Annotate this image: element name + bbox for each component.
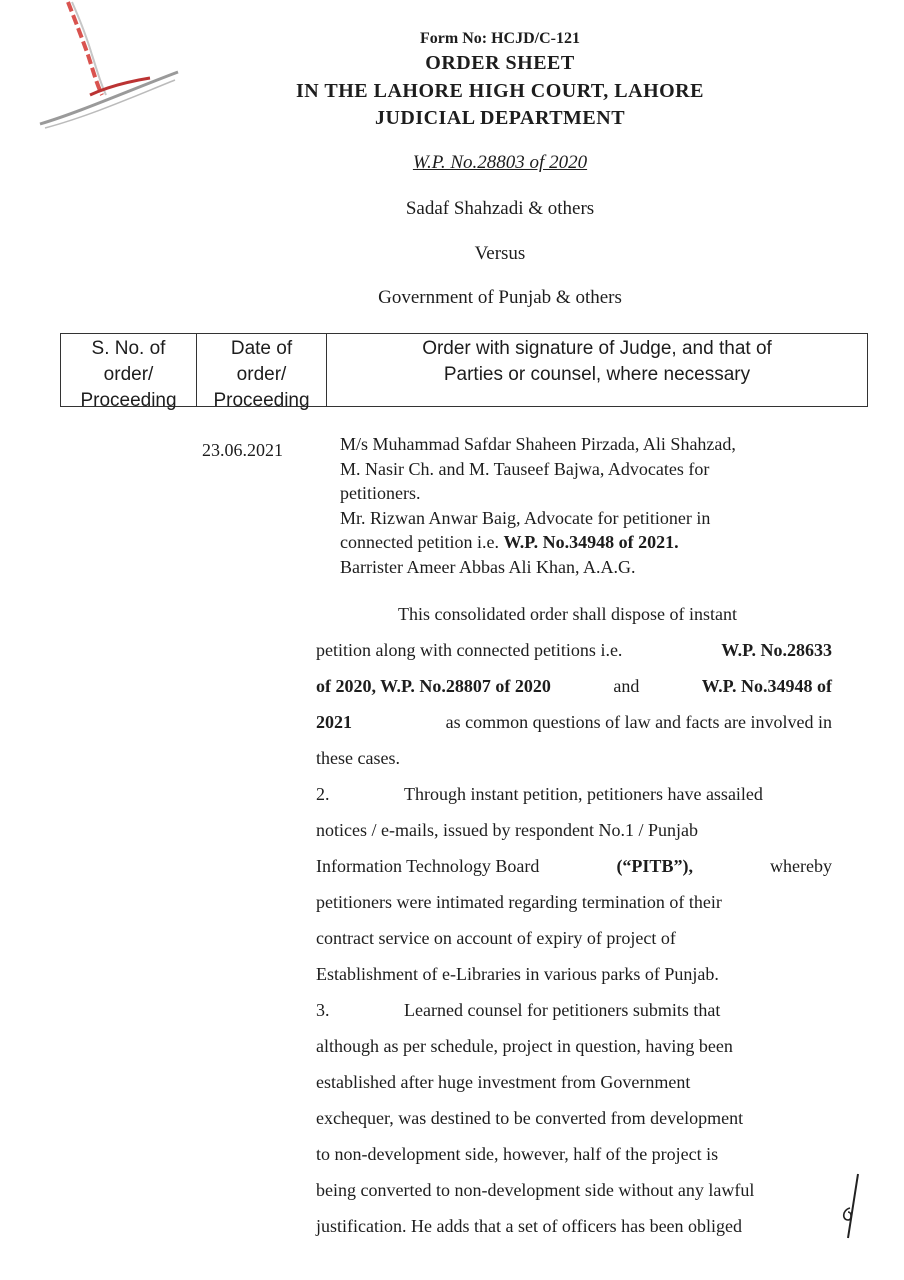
body-text: petition along with connected petitions i.e. xyxy=(316,640,623,660)
paragraph-3-line xyxy=(316,1172,832,1208)
order-date: 23.06.2021 xyxy=(202,440,283,460)
form-number: Form No: HCJD/C-121 xyxy=(420,30,580,47)
paragraph-3-line xyxy=(316,1136,832,1172)
versus-label: Versus xyxy=(474,243,526,264)
paragraph-1-line xyxy=(316,740,832,776)
paragraph-1-line xyxy=(316,704,832,740)
col1-line3: Proceeding xyxy=(80,390,177,411)
paragraph-3-line xyxy=(316,1064,832,1100)
body-text: petitioners were intimated regarding termination of their xyxy=(316,892,722,912)
paragraph-3-line xyxy=(316,1208,832,1244)
body-text: justification. He adds that a set of officers has been obliged xyxy=(316,1216,743,1236)
appearance-line: M. Nasir Ch. and M. Tauseef Bajwa, Advocates for xyxy=(340,458,710,479)
paragraph-2-line xyxy=(316,956,832,992)
appearance-line: Mr. Rizwan Anwar Baig, Advocate for petitioner in xyxy=(340,507,711,528)
col2-line1: Date of xyxy=(230,338,293,359)
petitioner-name: Sadaf Shahzadi & others xyxy=(405,198,595,219)
col3-line1: Order with signature of Judge, and that of xyxy=(422,338,772,359)
document-title: ORDER SHEET xyxy=(425,52,575,74)
col3-line2: Parties or counsel, where necessary xyxy=(443,364,751,385)
body-text: to non-development side, however, half of the project is xyxy=(316,1144,719,1164)
column-date xyxy=(197,334,327,411)
paragraph-number: 3. xyxy=(316,1000,330,1020)
body-text: although as per schedule, project in question, having been xyxy=(316,1036,733,1056)
body-text: notices / e-mails, issued by respondent No.1 / Punjab xyxy=(316,820,698,840)
connected-petition-ref: W.P. No.34948 of 2021. xyxy=(503,532,679,552)
body-text: Establishment of e-Libraries in various parks of Punjab. xyxy=(316,964,719,984)
case-number: W.P. No.28803 of 2020 xyxy=(412,152,588,173)
appearance-line: Barrister Ameer Abbas Ali Khan, A.A.G. xyxy=(340,556,636,577)
paragraph-2-line xyxy=(316,884,832,920)
paragraph-2-line xyxy=(316,848,832,884)
body-text: whereby xyxy=(770,856,832,876)
body-text: This consolidated order shall dispose of instant xyxy=(398,604,737,624)
appearance-line: connected petition i.e. xyxy=(340,532,504,552)
col1-line1: S. No. of xyxy=(91,338,166,359)
paragraph-2-line xyxy=(316,776,832,812)
paragraph-1-line xyxy=(316,632,832,668)
department-name: JUDICIAL DEPARTMENT xyxy=(374,107,626,129)
order-body xyxy=(316,596,832,1244)
body-text: these cases. xyxy=(316,748,400,768)
court-name: IN THE LAHORE HIGH COURT, LAHORE xyxy=(296,80,704,102)
petition-ref: 2021 xyxy=(316,712,352,732)
body-text: Learned counsel for petitioners submits that xyxy=(404,1000,721,1020)
body-text: contract service on account of expiry of project of xyxy=(316,928,676,948)
judge-initial-mark xyxy=(836,1172,866,1242)
appearances-block xyxy=(340,432,830,579)
body-text: and xyxy=(613,676,640,696)
body-text: as common questions of law and facts are involved in xyxy=(445,712,832,732)
abbreviation-pitb: (“PITB”), xyxy=(616,856,693,876)
body-text: exchequer, was destined to be converted from development xyxy=(316,1108,744,1128)
column-serial-number xyxy=(61,334,197,411)
paragraph-3-line xyxy=(316,992,832,1028)
col2-line2: order/ xyxy=(236,364,287,385)
body-text: being converted to non-development side without any lawful xyxy=(316,1180,755,1200)
paragraph-2-line xyxy=(316,920,832,956)
appearance-line: M/s Muhammad Safdar Shaheen Pirzada, Ali Shahzad, xyxy=(340,434,736,454)
body-text: Information Technology Board xyxy=(316,856,540,876)
col1-line2: order/ xyxy=(103,364,154,385)
order-table-header xyxy=(60,333,868,411)
paragraph-1-line xyxy=(316,596,832,632)
petition-ref: W.P. No.28633 xyxy=(721,640,832,660)
petition-ref: of 2020, W.P. No.28807 of 2020 xyxy=(316,676,551,696)
respondent-name: Government of Punjab & others xyxy=(378,287,622,308)
paragraph-3-line xyxy=(316,1028,832,1064)
paragraph-1-line xyxy=(316,668,832,704)
body-text: established after huge investment from Government xyxy=(316,1072,691,1092)
paragraph-2-line xyxy=(316,812,832,848)
appearance-line: petitioners. xyxy=(340,483,421,503)
petition-ref: W.P. No.34948 of xyxy=(701,676,832,696)
column-order xyxy=(327,334,867,406)
col2-line3: Proceeding xyxy=(213,390,310,411)
paragraph-number: 2. xyxy=(316,784,330,804)
body-text: Through instant petition, petitioners have assailed xyxy=(404,784,763,804)
paragraph-3-line xyxy=(316,1100,832,1136)
official-stamp-mark xyxy=(30,0,180,135)
